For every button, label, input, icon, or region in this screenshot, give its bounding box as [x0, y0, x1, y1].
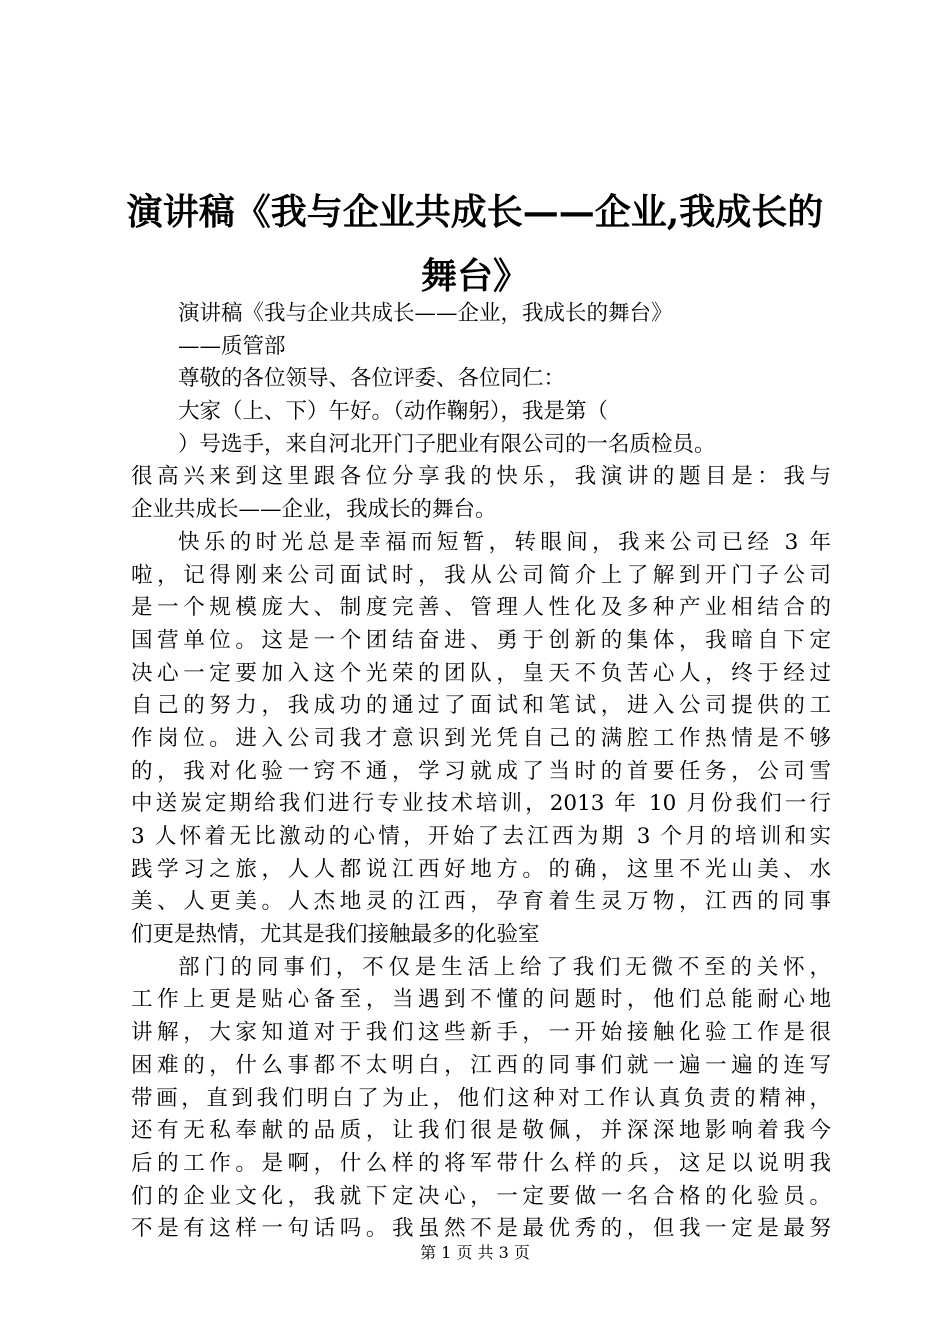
document-title — [100, 180, 850, 308]
body-text-line: 带画，直到我们明白了为止，他们这种对工作认真负责的精神， — [131, 1085, 831, 1111]
page-footer: 第 1 页 共 3 页 — [420, 1243, 530, 1262]
body-text-line: 演讲稿《我与企业共成长——企业，我成长的舞台》 — [178, 301, 673, 326]
body-text-line: 啦，记得刚来公司面试时，我从公司简介上了解到开门子公司 — [131, 562, 831, 588]
body-text-line: 讲解，大家知道对于我们这些新手，一开始接触化验工作是很 — [131, 1020, 831, 1046]
body-text-line: 作岗位。进入公司我才意识到光凭自己的满腔工作热情是不够 — [131, 725, 831, 751]
body-text-line: 们的企业文化，我就下定决心，一定要做一名合格的化验员。 — [131, 1183, 831, 1209]
body-text-line: 决心一定要加入这个光荣的团队，皇天不负苦心人，终于经过 — [131, 660, 831, 686]
body-text-line: 后的工作。是啊，什么样的将军带什么样的兵，这足以说明我 — [131, 1150, 831, 1176]
document-title-line-2: 舞台》 — [420, 255, 529, 297]
body-text-line: 尊敬的各位领导、各位评委、各位同仁： — [178, 366, 566, 392]
body-text-line: 困难的，什么事都不太明白，江西的同事们就一遍一遍的连写 — [131, 1052, 831, 1078]
body-text-line: 企业共成长——企业，我成长的舞台。 — [131, 497, 497, 523]
body-text-line: ）号选手，来自河北开门子肥业有限公司的一名质检员。 — [178, 431, 716, 457]
body-text-line: 很高兴来到这里跟各位分享我的快乐，我演讲的题目是：我与 — [131, 464, 831, 490]
body-text-line: 大家（上、下）午好。（动作鞠躬），我是第（ — [178, 399, 609, 425]
body-text-line: 的，我对化验一窍不通，学习就成了当时的首要任务，公司雪 — [131, 758, 831, 784]
body-text-line: 还有无私奉献的品质，让我们很是敬佩，并深深地影响着我今 — [131, 1118, 831, 1144]
body-text-line: 不是有这样一句话吗。我虽然不是最优秀的，但我一定是最努 — [131, 1216, 831, 1242]
body-text-line: ——质管部 — [178, 333, 286, 359]
document-body — [131, 298, 831, 1246]
body-text-line: 部门的同事们，不仅是生活上给了我们无微不至的关怀， — [178, 954, 831, 980]
body-text-line: 中送炭定期给我们进行专业技术培训，2013 年 10 月份我们一行 — [131, 791, 831, 817]
body-text-line: 3 人怀着无比激动的心情，开始了去江西为期 3 个月的培训和实 — [131, 824, 831, 849]
body-text-line: 是一个规模庞大、制度完善、管理人性化及多种产业相结合的 — [131, 595, 831, 621]
body-text-line: 工作上更是贴心备至，当遇到不懂的问题时，他们总能耐心地 — [131, 987, 831, 1013]
body-text-line: 美、人更美。人杰地灵的江西，孕育着生灵万物，江西的同事 — [131, 889, 831, 915]
document-title-line-1: 演讲稿《我与企业共成长——企业,我成长的 — [126, 191, 824, 233]
body-text-line: 国营单位。这是一个团结奋进、勇于创新的集体，我暗自下定 — [131, 627, 831, 653]
body-text-line: 践学习之旅，人人都说江西好地方。的确，这里不光山美、水 — [131, 856, 831, 882]
body-text-line: 自己的努力，我成功的通过了面试和笔试，进入公司提供的工 — [131, 693, 831, 719]
body-text-line: 们更是热情，尤其是我们接触最多的化验室 — [131, 922, 540, 948]
body-text-line: 快乐的时光总是幸福而短暂，转眼间，我来公司已经 3 年 — [178, 529, 831, 555]
